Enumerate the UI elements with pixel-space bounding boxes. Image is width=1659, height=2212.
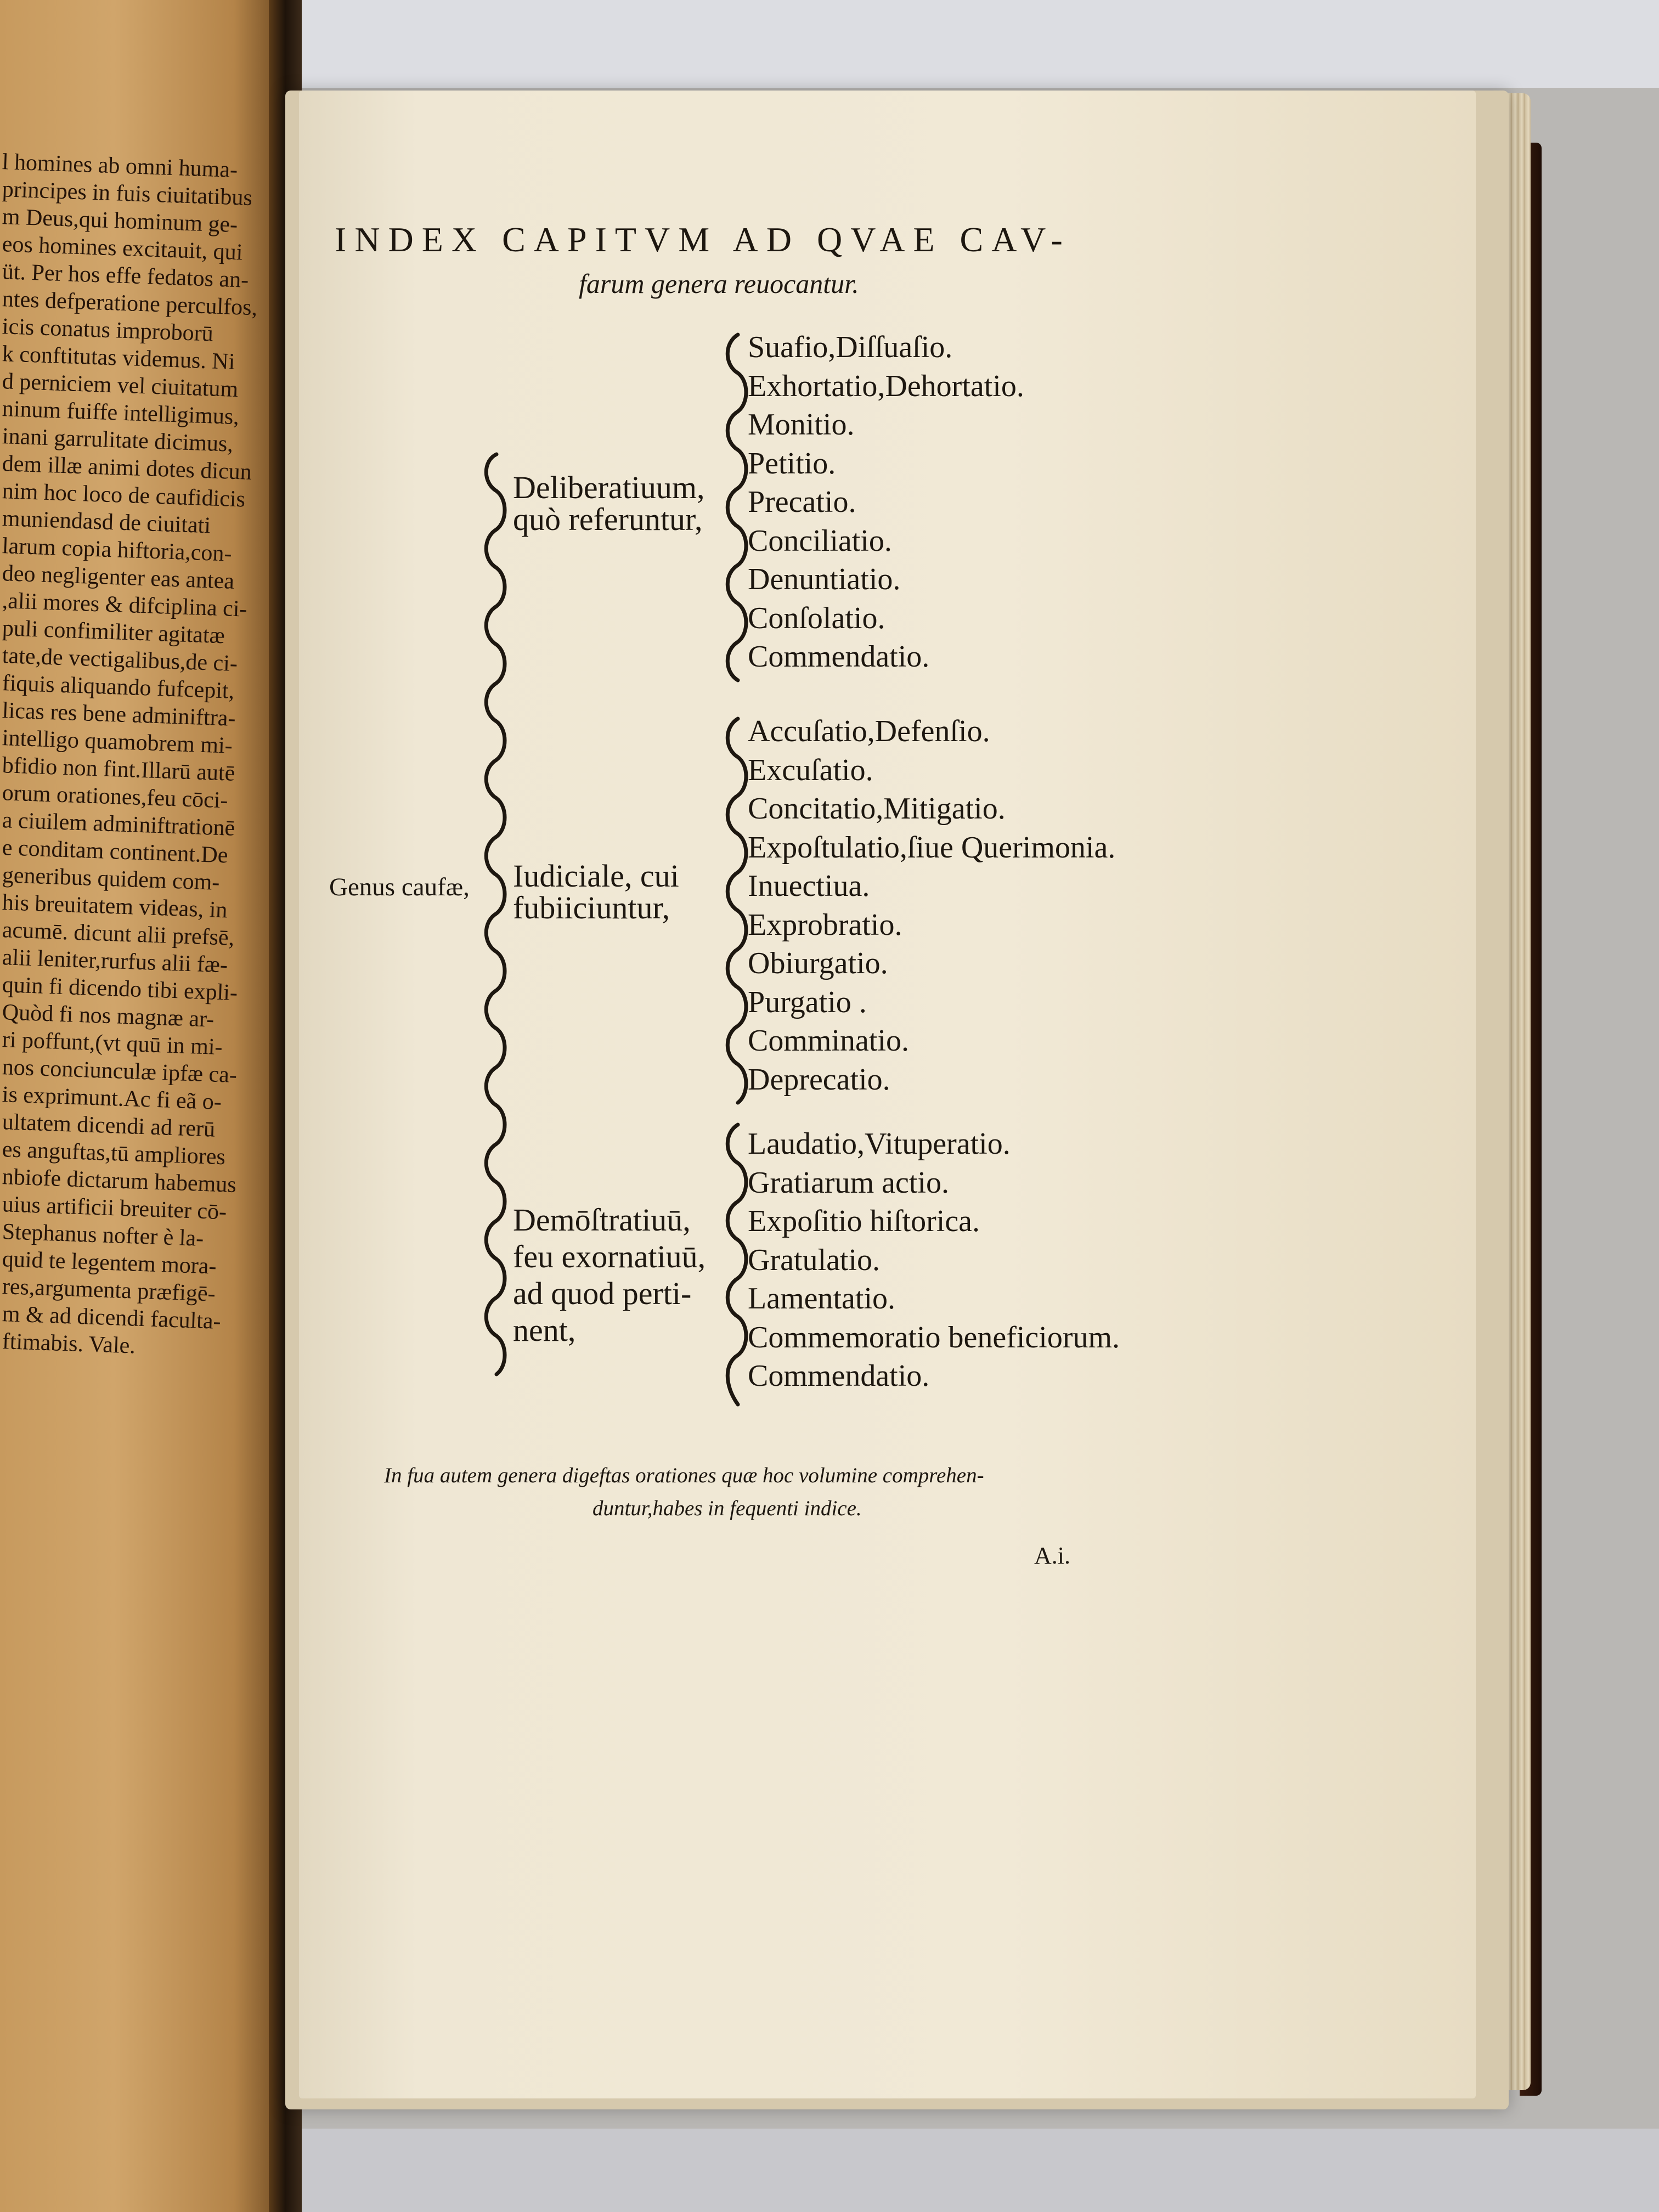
left-page-line: larum copia hiftoria,con- [2,533,233,567]
list-item: Expoſitio hiſtorica. [748,1204,980,1238]
category-line: feu exornatiuū, [513,1239,706,1274]
list-item: Comminatio. [748,1024,909,1058]
left-page-line: icis conatus improborū [2,314,214,347]
left-page-line: a ciuilem adminiftrationē [2,808,236,841]
left-page-line: eos homines excitauit, qui [2,232,244,266]
signature-mark: A.i. [1034,1542,1070,1569]
category-line: Demōſtratiuū, [513,1202,691,1238]
left-page-line: ,alii mores & difciplina ci- [2,588,248,622]
list-item: Petitio. [748,446,836,481]
brace-deliberatiuum-items [727,335,746,680]
left-page-line: Quòd fi nos magnæ ar- [2,1000,215,1032]
items-iudiciale [748,712,1115,1099]
brace-iudiciale-items [727,719,746,1103]
left-page-line: üt. Per hos effe fedatos an- [2,259,249,293]
left-page-line: deo negligenter eas antea [2,561,235,594]
left-page-line: bfidio non fint.Illarū autē [2,753,236,786]
list-item: Monitio. [748,408,855,442]
left-page-line: k conftitutas videmus. Ni [2,341,236,375]
left-page-line: generibus quidem com- [2,862,221,895]
category-demonstratiuum [513,1201,706,1348]
list-item: Exprobratio. [748,907,902,942]
left-page-line: m & ad dicendi faculta- [2,1301,222,1335]
genus-label: Genus caufæ, [329,873,470,901]
left-page-line: ri poffunt,(vt quū in mi- [2,1027,223,1060]
left-page-line: quin fi dicendo tibi expli- [2,972,238,1006]
footnote-line: In fua autem genera digeftas orationes quæ hoc volumine comprehen- [384,1464,984,1487]
items-deliberatiuum [748,328,1024,676]
left-page-line: e conditam continent.De [2,835,229,868]
list-item: Conciliatio. [748,523,892,558]
left-page-line: Stephanus nofter è la- [2,1219,204,1251]
left-page-line: muniendasd de ciuitati [2,506,211,539]
items-demonstratiuum [748,1125,1120,1396]
left-page-line: uius artificii breuiter cō- [2,1192,227,1225]
footnote-line: duntur,habes in fequenti indice. [592,1497,862,1520]
list-item: Suafio,Diſſuaſio. [748,330,953,364]
category-deliberatiuum [513,472,705,535]
left-page-line: ultatem dicendi ad rerū [2,1109,216,1142]
left-page-line: alii leniter,rurfus alii fæ- [2,945,228,978]
list-item: Laudatio,Vituperatio. [748,1127,1011,1161]
category-iudiciale [513,860,679,924]
list-item: Accuſatio,Defenſio. [748,714,990,748]
left-page-line: orum orationes,feu cōci- [2,780,229,814]
list-item: Exhortatio,Dehortatio. [748,369,1024,403]
left-page-line: inani garrulitate dicimus, [2,424,234,457]
list-item: Denuntiatio. [748,562,901,596]
list-item: Obiurgatio. [748,946,888,980]
left-page-line: ntes defperatione perculfos, [2,286,258,321]
list-item: Commendatio. [748,1359,930,1393]
brace-demonstratiuum-items [727,1125,746,1404]
category-line: Iudiciale, cui [513,858,679,894]
category-line: ad quod perti- [513,1276,692,1311]
left-page-line: dem illæ animi dotes dicun [2,451,252,486]
list-item: Commemoratio beneficiorum. [748,1320,1120,1355]
left-page-line: quid te legentem mora- [2,1246,217,1279]
list-item: Gratiarum actio. [748,1165,949,1200]
left-page-line: nos conciunculæ ipfæ ca- [2,1054,238,1088]
list-item: Lamentatio. [748,1282,896,1316]
left-page-line: intelligo quamobrem mi- [2,725,233,759]
left-page-line: puli confimiliter agitatæ [2,616,225,649]
left-page-line: l homines ab omni huma- [2,149,238,183]
list-item: Concitatio,Mitigatio. [748,792,1006,826]
left-page-line: m Deus,qui hominum ge- [2,204,238,238]
left-page-line: principes in fuis ciuitatibus [2,177,253,211]
list-item: Deprecatio. [748,1062,890,1097]
left-page-line: his breuitatem videas, in [2,890,228,923]
list-item: Gratulatio. [748,1243,881,1277]
page-title: INDEX CAPITVM AD QVAE CAV- [335,220,1071,259]
list-item: Precatio. [748,485,856,519]
left-page-line: ftimabis. Vale. [2,1329,136,1359]
category-line: quò referuntur, [513,501,703,537]
left-page-line: nim hoc loco de caufidicis [2,478,246,512]
left-page-line: nbiofe dictarum habemus [2,1164,237,1198]
main-brace [486,454,505,1374]
left-page-line: is exprimunt.Ac fi eã o- [2,1082,222,1115]
left-page-line: ninum fuiffe intelligimus, [2,396,240,430]
list-item: Excuſatio. [748,753,873,787]
left-page-line: es anguftas,tū ampliores [2,1137,226,1170]
footnote [384,1459,1152,1525]
left-page-line: licas res bene adminiftra- [2,698,236,731]
category-line: Deliberatiuum, [513,470,705,505]
category-line: fubiiciuntur, [513,890,670,926]
left-page-line: res,argumenta præfigē- [2,1274,216,1307]
left-page-line: d perniciem vel ciuitatum [2,369,239,403]
list-item: Commendatio. [748,640,930,674]
list-item: Inuectiua. [748,869,870,903]
list-item: Conſolatio. [748,601,885,635]
list-item: Expoſtulatio,ſiue Querimonia. [748,830,1116,865]
left-page-line: tate,de vectigalibus,de ci- [2,643,238,677]
left-page-line: fiquis aliquando fufcepit, [2,670,235,704]
left-page-line: acumē. dicunt alii prefsē, [2,917,235,951]
list-item: Purgatio . [748,985,867,1019]
page-subtitle: farum genera reuocantur. [579,268,859,299]
category-line: nent, [513,1312,576,1348]
